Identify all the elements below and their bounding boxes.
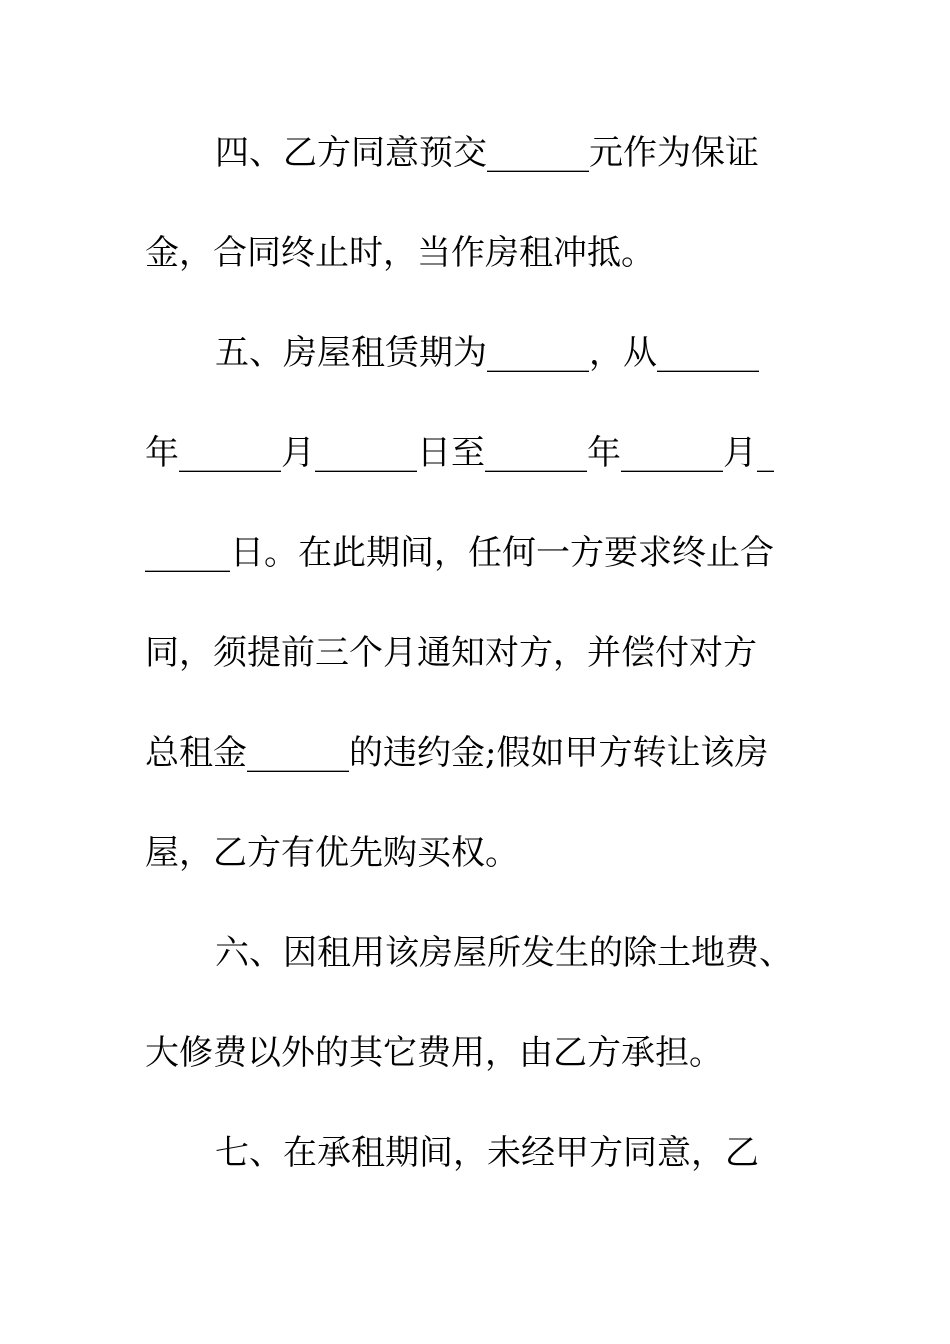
clause-5-line-2: 年______月______日至______年______月_ [145,433,774,473]
clause-5-line-3: _____日。在此期间，任何一方要求终止合 [145,533,774,573]
clause-4-line-2: 金，合同终止时，当作房租冲抵。 [145,233,655,273]
clause-5-line-5: 总租金______的违约金;假如甲方转让该房 [145,733,769,773]
clause-5-line-1: 五、房屋租赁期为______，从______ [215,333,759,373]
clause-6-line-1: 六、因租用该房屋所发生的除土地费、 [215,933,793,973]
clause-5-line-4: 同，须提前三个月通知对方，并偿付对方 [145,633,757,673]
clause-7-line-1: 七、在承租期间，未经甲方同意，乙 [215,1133,759,1173]
clause-5-line-6: 屋，乙方有优先购买权。 [145,833,519,873]
clause-4-line-1: 四、乙方同意预交______元作为保证 [215,133,759,173]
clause-6-line-2: 大修费以外的其它费用，由乙方承担。 [145,1033,723,1073]
